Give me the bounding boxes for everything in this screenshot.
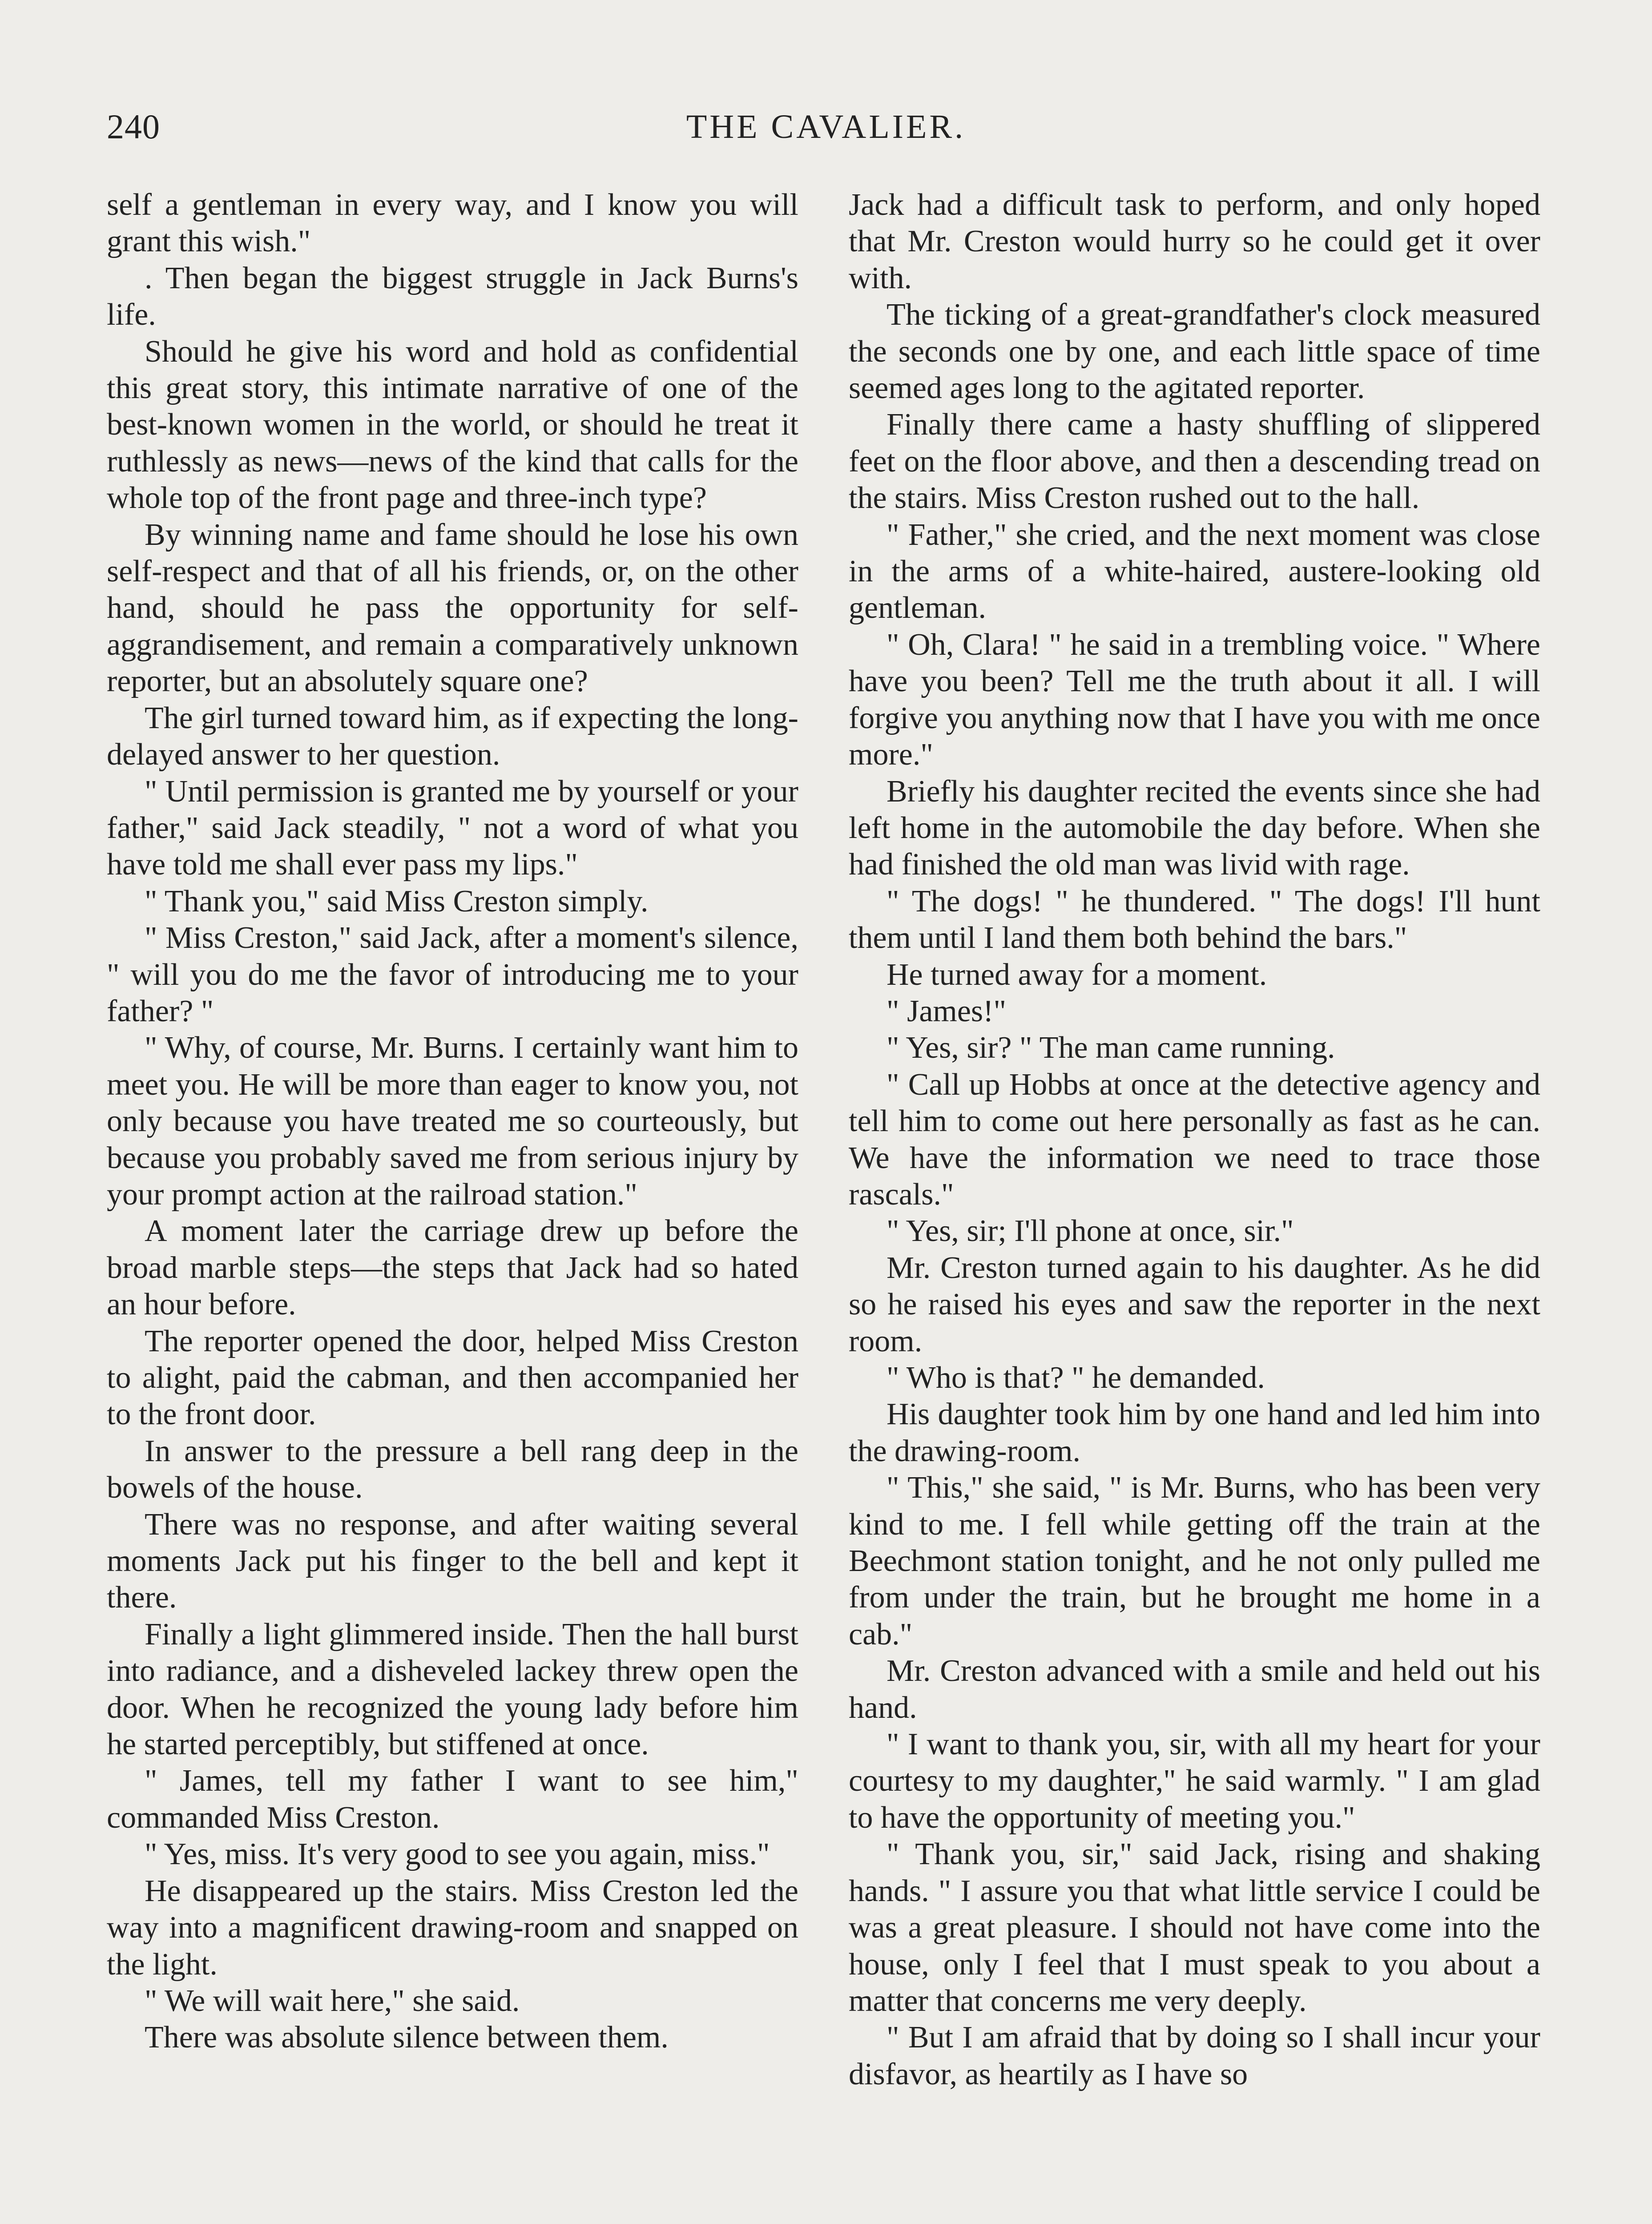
paragraph: " The dogs! " he thundered. " The dogs! I'll hunt them until I land them both behind the bars." [849,884,1540,955]
paragraph: " Why, of course, Mr. Burns. I certainly want him to meet you. He will be more than eager to know you, not only because you have treated me so courteously, but because you probably saved me from serious injury by your prompt action at the railroad station." [107,1031,798,1212]
paragraph: self a gentleman in every way, and I know you will grant this wish." [107,188,798,259]
paragraph: Jack had a difficult task to perform, and only hoped that Mr. Creston would hurry so he could get it over with. [849,188,1540,295]
paragraph: " Until permission is granted me by yourself or your father," said Jack steadily, " not a word of what you have told me shall ever pass my lips." [107,774,798,882]
paragraph: " Yes, sir; I'll phone at once, sir." [886,1214,1294,1249]
paragraph: There was absolute silence between them. [145,2020,669,2055]
paragraph: By winning name and fame should he lose his own self-respect and that of all his friends, or, on the other hand, should he pass the opportunity for self-aggrandisement, and remain a comparatively unknown reporter, but an absolutely square one? [107,517,798,699]
page-header [107,102,1545,156]
paragraph: " Father," she cried, and the next moment was close in the arms of a white-haired, austere-looking old gentleman. [849,517,1540,625]
paragraph: Briefly his daughter recited the events since she had left home in the automobile the day before. When she had finished the old man was livid with rage. [849,774,1540,882]
paragraph: " Miss Creston," said Jack, after a moment's silence, " will you do me the favor of introducing me to your father? " [107,921,798,1028]
paragraph: " Thank you, sir," said Jack, rising and shaking hands. " I assure you that what little service I could be was a great pleasure. I should not have come into the house, only I feel that I must speak to you about a matter that concerns me very deeply. [849,1837,1540,2018]
page-number: 240 [107,107,160,146]
paragraph: Finally a light glimmered inside. Then the hall burst into radiance, and a disheveled lackey threw open the door. When he recognized the young lady before him he started perceptibly, but stiffened at once. [107,1617,798,1762]
paragraph: " Yes, miss. It's very good to see you again, miss." [145,1837,770,1872]
paragraph: . Then began the biggest struggle in Jack Burns's life. [107,261,798,332]
paragraph: " Oh, Clara! " he said in a trembling voice. " Where have you been? Tell me the truth about it all. I will forgive you anything now that I have you with me once more." [849,627,1540,772]
paragraph: The ticking of a great-grandfather's clock measured the seconds one by one, and each little space of time seemed ages long to the agitated reporter. [849,298,1540,406]
paragraph: He disappeared up the stairs. Miss Creston led the way into a magnificent drawing-room and snapped on the light. [107,1873,798,1982]
paragraph: The girl turned toward him, as if expecting the long-delayed answer to her question. [107,701,798,772]
paragraph: Should he give his word and hold as confidential this great story, this intimate narrative of one of the best-known women in the world, or should he treat it ruthlessly as news—news of the kind that calls for the whole top of the front page and three-inch type? [107,334,798,516]
paragraph: Mr. Creston advanced with a smile and held out his hand. [849,1654,1540,1725]
paragraph: " Who is that? " he demanded. [886,1361,1265,1395]
left-column [107,187,798,2056]
running-title: THE CAVALIER. [686,108,966,145]
paragraph: In answer to the pressure a bell rang deep in the bowels of the house. [107,1434,798,1505]
paragraph: " We will wait here," she said. [145,1983,520,2018]
paragraph: " Call up Hobbs at once at the detective agency and tell him to come out here personally as fast as he can. We have the information we need to trace those rascals." [849,1067,1540,1212]
paragraph: " James!" [886,994,1007,1028]
paragraph: A moment later the carriage drew up before the broad marble steps—the steps that Jack had so hated an hour before. [107,1214,798,1322]
paragraph: He turned away for a moment. [886,957,1267,992]
paragraph: His daughter took him by one hand and led him into the drawing-room. [849,1397,1540,1468]
paragraph: " Yes, sir? " The man came running. [886,1031,1335,1065]
paragraph: The reporter opened the door, helped Miss Creston to alight, paid the cabman, and then accompanied her to the front door. [107,1324,798,1432]
paragraph: " James, tell my father I want to see him," commanded Miss Creston. [107,1764,798,1835]
paragraph: Mr. Creston turned again to his daughter. As he did so he raised his eyes and saw the reporter in the next room. [849,1250,1540,1358]
paragraph: " I want to thank you, sir, with all my heart for your courtesy to my daughter," he said warmly. " I am glad to have the opportunity of meeting you." [849,1727,1540,1835]
paragraph: " This," she said, " is Mr. Burns, who has been very kind to me. I fell while getting off the train at the Beechmont station tonight, and he not only pulled me from under the train, but he brought me home in a cab." [849,1471,1540,1652]
right-column [849,187,1540,2093]
paragraph: There was no response, and after waiting several moments Jack put his finger to the bell and kept it there. [107,1507,798,1615]
paragraph: " Thank you," said Miss Creston simply. [145,884,649,919]
paragraph: " But I am afraid that by doing so I shall incur your disfavor, as heartily as I have so [849,2020,1540,2091]
paragraph: Finally there came a hasty shuffling of slippered feet on the floor above, and then a descending tread on the stairs. Miss Creston rushed out to the hall. [849,407,1540,516]
